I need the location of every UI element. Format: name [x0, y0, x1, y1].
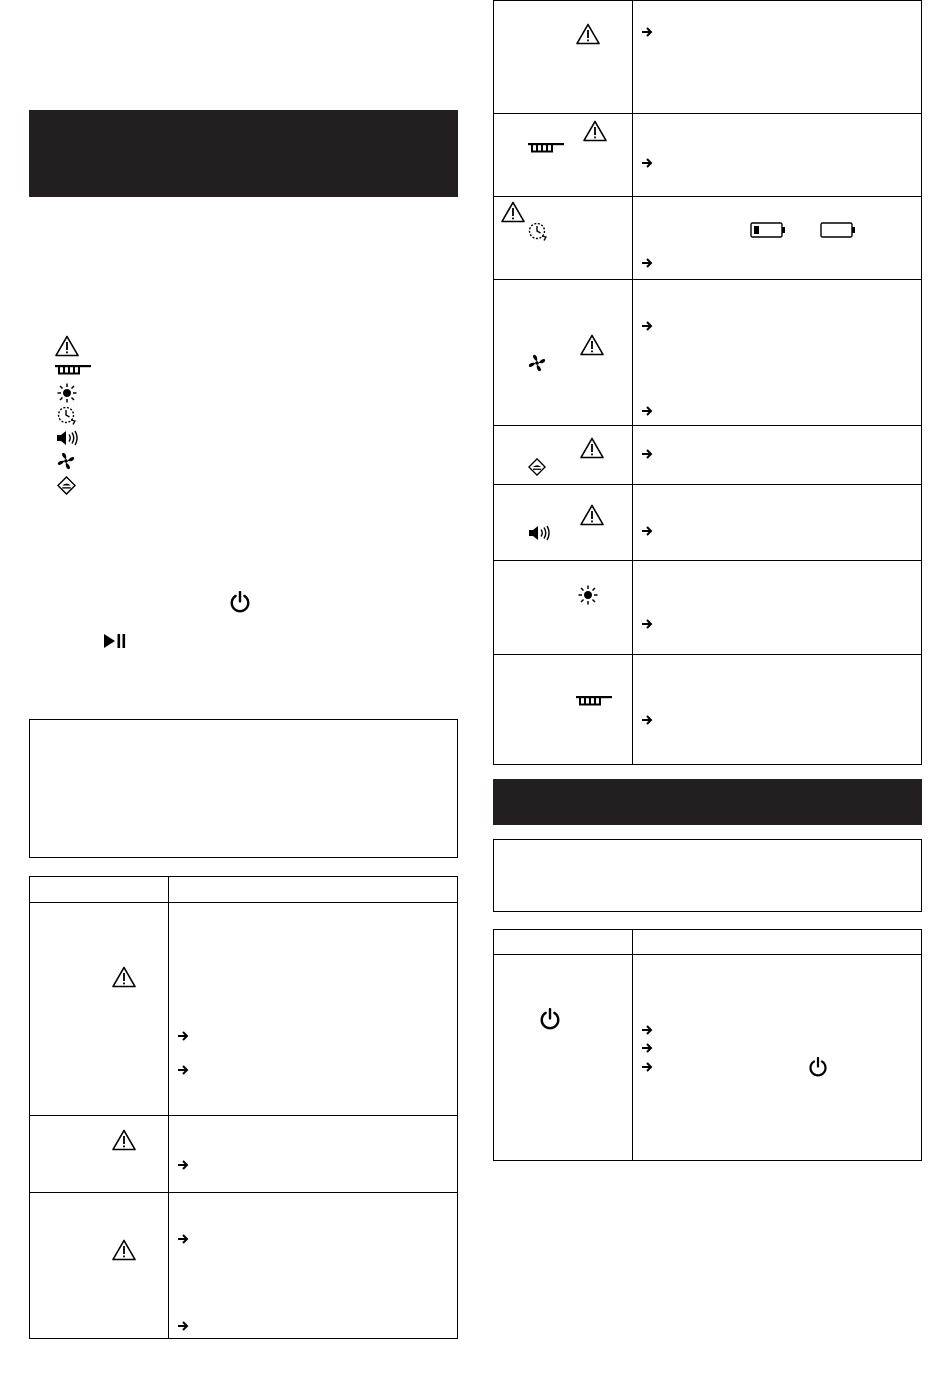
timer-clock-icon: [527, 221, 547, 241]
warning-triangle-icon: [501, 201, 525, 223]
right-arrow-icon: [641, 714, 653, 726]
right-arrow-icon: [641, 257, 653, 269]
right-arrow-icon: [641, 1024, 653, 1036]
power-button-icon: [229, 591, 251, 613]
warning-triangle-icon: [583, 120, 607, 142]
brush-roller-icon: [55, 364, 91, 376]
power-button-icon: [539, 1008, 561, 1030]
sensor-icon: [528, 458, 546, 476]
right-arrow-icon: [641, 448, 653, 460]
right-arrow-icon: [641, 405, 653, 417]
table-column-divider: [632, 930, 633, 1160]
right-arrow-icon: [641, 1061, 653, 1073]
power-button-icon: [808, 1057, 828, 1077]
table-row-divider: [494, 484, 921, 485]
table-header-divider: [494, 954, 921, 955]
troubleshooting-table-right: [493, 0, 922, 765]
table-row-divider: [494, 560, 921, 561]
section-header-banner-right: [493, 779, 922, 825]
fan-icon: [528, 354, 546, 372]
warning-triangle-icon: [580, 334, 604, 356]
speaker-icon: [56, 430, 78, 446]
warning-triangle-icon: [576, 23, 600, 45]
battery-empty-icon: [820, 222, 856, 238]
icon-legend: [52, 335, 112, 495]
table-header-divider: [30, 902, 457, 903]
battery-low-icon: [750, 222, 786, 238]
speaker-icon: [528, 525, 550, 541]
right-arrow-icon: [641, 320, 653, 332]
table-row-divider: [494, 113, 921, 114]
right-arrow-icon: [177, 1320, 189, 1332]
warning-triangle-icon: [55, 335, 79, 357]
notice-box-right: [493, 839, 922, 912]
brush-roller-icon: [528, 142, 564, 154]
table-row-divider: [494, 654, 921, 655]
fan-icon: [57, 452, 75, 470]
sun-light-icon: [57, 383, 77, 403]
section-header-banner-left: [29, 110, 458, 197]
table-row-divider: [494, 196, 921, 197]
right-arrow-icon: [641, 525, 653, 537]
right-arrow-icon: [177, 1064, 189, 1076]
play-pause-icon: [103, 633, 127, 649]
warning-triangle-icon: [112, 1239, 136, 1261]
table-row-divider: [494, 279, 921, 280]
table-column-divider: [632, 1, 633, 764]
troubleshooting-table-left: [29, 876, 458, 1339]
warning-triangle-icon: [112, 1129, 136, 1151]
right-arrow-icon: [177, 1233, 189, 1245]
table-row-divider: [30, 1115, 457, 1116]
right-arrow-icon: [177, 1159, 189, 1171]
table-row-divider: [494, 425, 921, 426]
timer-clock-icon: [56, 405, 76, 425]
power-table: [493, 929, 922, 1161]
right-arrow-icon: [641, 26, 653, 38]
notice-box-left: [29, 719, 458, 858]
warning-triangle-icon: [580, 504, 604, 526]
warning-triangle-icon: [112, 966, 136, 988]
right-arrow-icon: [641, 157, 653, 169]
right-arrow-icon: [177, 1030, 189, 1042]
sun-light-icon: [578, 585, 598, 605]
right-arrow-icon: [641, 1042, 653, 1054]
warning-triangle-icon: [580, 437, 604, 459]
table-row-divider: [30, 1192, 457, 1193]
table-column-divider: [168, 877, 169, 1338]
brush-roller-icon: [576, 695, 612, 707]
sensor-icon: [57, 476, 76, 495]
right-arrow-icon: [641, 618, 653, 630]
